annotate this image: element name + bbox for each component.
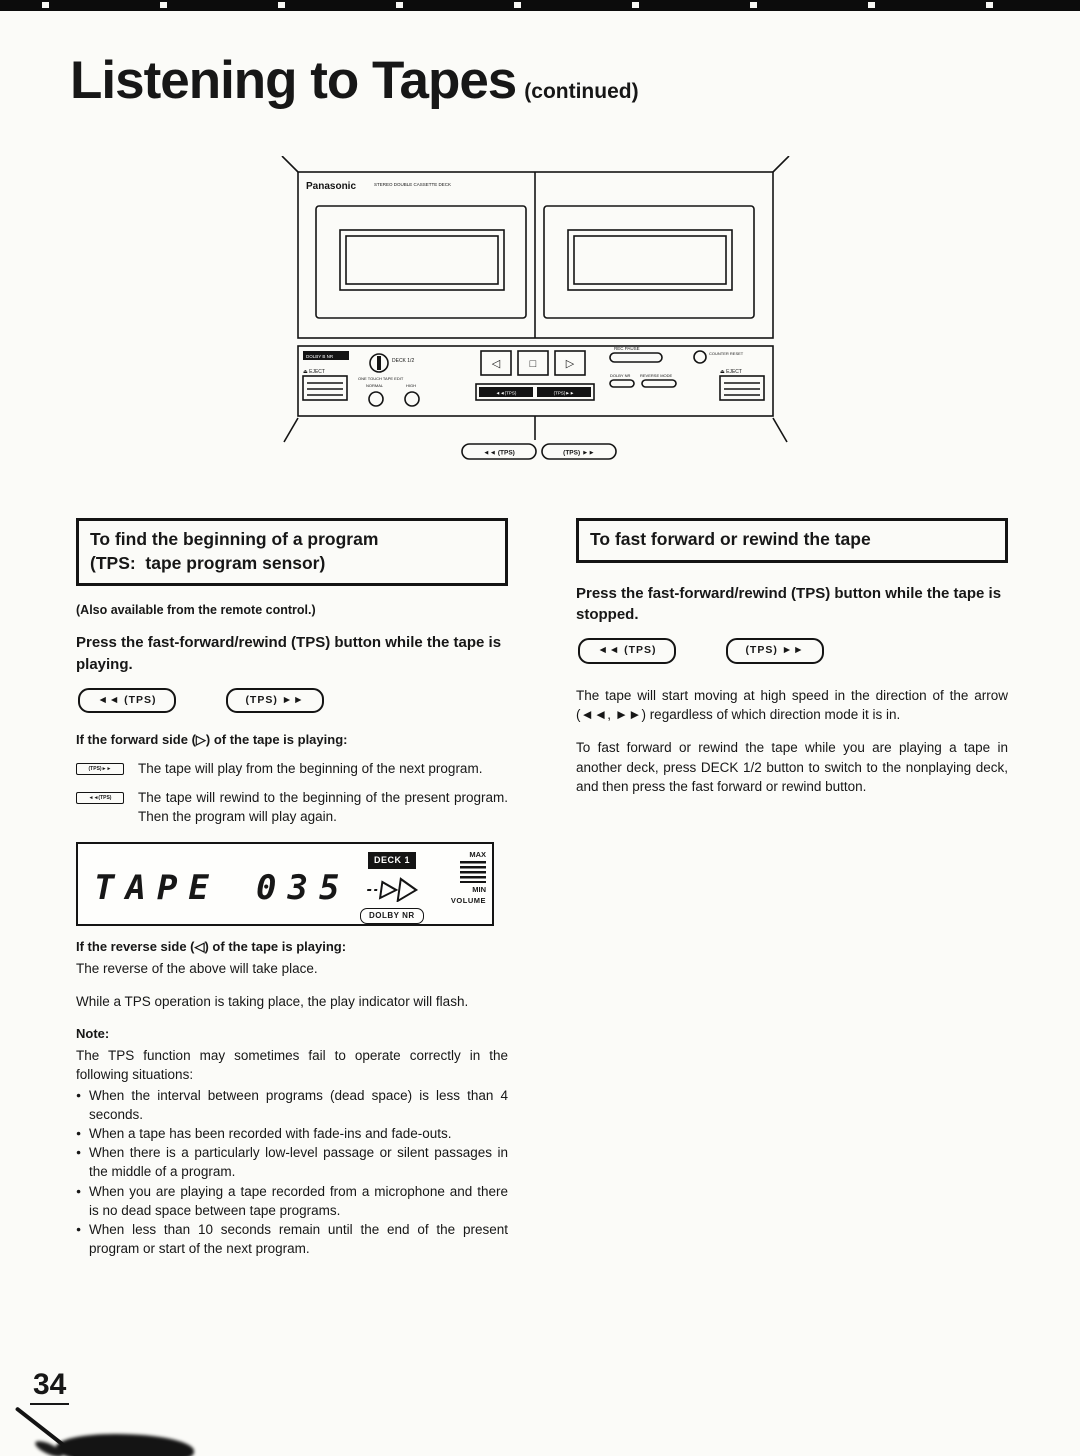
dolby-nr-button — [610, 380, 634, 387]
tps-bar-rewind-label: ◄◄(TPS) — [495, 390, 517, 396]
section-heading-fast-forward — [576, 518, 1008, 563]
deck-figure — [276, 156, 800, 473]
scan-smudge-blob — [56, 1434, 194, 1456]
tps-forward-button: (TPS) ►► — [726, 638, 824, 664]
forward-case-row-1-text: The tape will play from the beginning of the next program. — [138, 760, 483, 776]
cassette-window-left — [340, 230, 504, 290]
callout-tps-forward-label: (TPS) ►► — [563, 449, 595, 457]
cassette-deck-illustration — [276, 156, 800, 468]
dolby-badge-label: DOLBY B NR — [306, 354, 334, 359]
instruction-while-stopped: Press the fast-forward/rewind (TPS) button while the tape is stopped. — [576, 584, 1002, 624]
scan-edge-artifact — [0, 0, 1080, 11]
knob-pointer — [377, 356, 381, 370]
page-title-continued: (continued) — [524, 80, 639, 103]
play-indicator-icon — [364, 876, 430, 907]
dolby-nr-label: DOLBY NR — [610, 373, 631, 378]
note-bullet-list — [76, 1086, 508, 1258]
reverse-case-heading: If the reverse side (◁) of the tape is playing: — [76, 939, 347, 955]
reverse-case-text: The reverse of the above will take place. — [76, 960, 318, 976]
left-column — [76, 518, 508, 1258]
forward-case-heading: If the forward side (▷) of the tape is playing: — [76, 732, 348, 748]
tps-flash-note: While a TPS operation is taking place, the play indicator will flash. — [76, 993, 469, 1009]
note-bullet-2: ● When a tape has been recorded with fade-ins and fade-outs. — [76, 1124, 508, 1143]
deck1-indicator: DECK 1 — [368, 852, 416, 869]
forward-case-row-2-text: The tape will rewind to the beginning of the present program. Then the program will play again. — [138, 790, 508, 825]
dolby-nr-indicator: DOLBY NR — [360, 908, 424, 923]
reverse-mode-label: REVERSE MODE — [640, 373, 673, 378]
section-heading-find-program — [76, 518, 508, 586]
note-intro: The TPS function may sometimes fail to operate correctly in the following situations: — [76, 1047, 508, 1082]
reverse-play-icon: ◁ — [491, 358, 501, 370]
tps-rewind-button: ◄◄ (TPS) — [578, 638, 676, 664]
tps-forward-mini-icon: (TPS)►► — [76, 763, 124, 775]
find-program-heading-line2: (TPS: tape program sensor) — [90, 552, 326, 573]
rec-pause-label: REC PAUSE — [614, 346, 640, 351]
counter-reset-label: COUNTER RESET — [709, 351, 744, 356]
tps-button-row-left — [76, 688, 508, 714]
eject-right-label: ⏏ EJECT — [720, 369, 742, 375]
volume-label: VOLUME — [450, 896, 486, 906]
deck-select-label: DECK 1/2 — [392, 358, 415, 364]
display-tape-label: TAPE — [94, 868, 220, 909]
note-bullet-4: ● When you are playing a tape recorded from a microphone and there is no dead space between tape programs. — [76, 1182, 508, 1220]
tps-rewind-mini-icon: ◄◄(TPS) — [76, 792, 124, 804]
normal-button — [369, 392, 383, 406]
tape-edit-label: ONE TOUCH TAPE EDIT — [358, 376, 404, 381]
eject-left-label: ⏏ EJECT — [303, 369, 325, 375]
note-bullet-1: ● When the interval between programs (dead space) is less than 4 seconds. — [76, 1086, 508, 1124]
play-icon: ▷ — [565, 358, 575, 370]
page-number: 34 — [30, 1368, 69, 1405]
tps-rewind-button: ◄◄ (TPS) — [78, 688, 176, 714]
volume-min-label: MIN — [472, 885, 486, 895]
cassette-door-right — [544, 206, 754, 318]
volume-indicator — [440, 850, 486, 905]
forward-case-row-1 — [76, 759, 508, 778]
fast-forward-para-1: The tape will start moving at high speed in the direction of the arrow (◄◄, ►►) regardless of which direction mode it is in. — [576, 688, 1008, 723]
high-button — [405, 392, 419, 406]
counter-reset-button — [694, 351, 706, 363]
tps-forward-button: (TPS) ►► — [226, 688, 324, 714]
eject-button-right — [720, 376, 764, 400]
deck-subtitle-label: STEREO DOUBLE CASSETTE DECK — [374, 182, 452, 187]
display-counter-value: 035 — [256, 868, 351, 909]
brand-label: Panasonic — [306, 181, 357, 192]
page-title — [70, 50, 639, 111]
note-bullet-3: ● When there is a particularly low-level passage or silent passages in the middle of a program. — [76, 1143, 508, 1181]
find-program-heading-line1: To find the beginning of a program — [90, 529, 379, 549]
rec-pause-button — [610, 353, 662, 362]
tps-bar-forward-label: (TPS)►► — [553, 390, 575, 396]
forward-case-row-2 — [76, 788, 508, 826]
high-label: HIGH — [406, 383, 416, 388]
eject-button-left — [303, 376, 347, 400]
note-heading: Note: — [76, 1026, 110, 1042]
control-panel — [298, 346, 773, 416]
reverse-mode-button — [642, 380, 676, 387]
tps-button-row-right — [576, 638, 1008, 664]
tape-counter-display — [76, 842, 494, 926]
volume-max-label: MAX — [469, 850, 486, 860]
stop-icon: □ — [529, 358, 537, 370]
page-title-text: Listening to Tapes — [70, 51, 517, 110]
note-bullet-5: ● When less than 10 seconds remain until the end of the present program or start of the next program. — [76, 1220, 508, 1258]
instruction-while-playing: Press the fast-forward/rewind (TPS) button while the tape is playing. — [76, 634, 502, 673]
cassette-door-left — [316, 206, 526, 318]
callout-tps-rewind-label: ◄◄ (TPS) — [483, 449, 515, 457]
remote-control-note: (Also available from the remote control.) — [76, 603, 316, 618]
fast-forward-heading-text: To fast forward or rewind the tape — [590, 529, 871, 549]
normal-label: NORMAL — [366, 383, 384, 388]
volume-bars-icon — [460, 861, 486, 883]
cassette-window-right — [568, 230, 732, 290]
fast-forward-para-2: To fast forward or rewind the tape while you are playing a tape in another deck, press DECK 1/2 button to switch to the nonplaying deck, and then press the fast forward or rewind button. — [576, 740, 1008, 794]
right-column — [576, 518, 1008, 810]
